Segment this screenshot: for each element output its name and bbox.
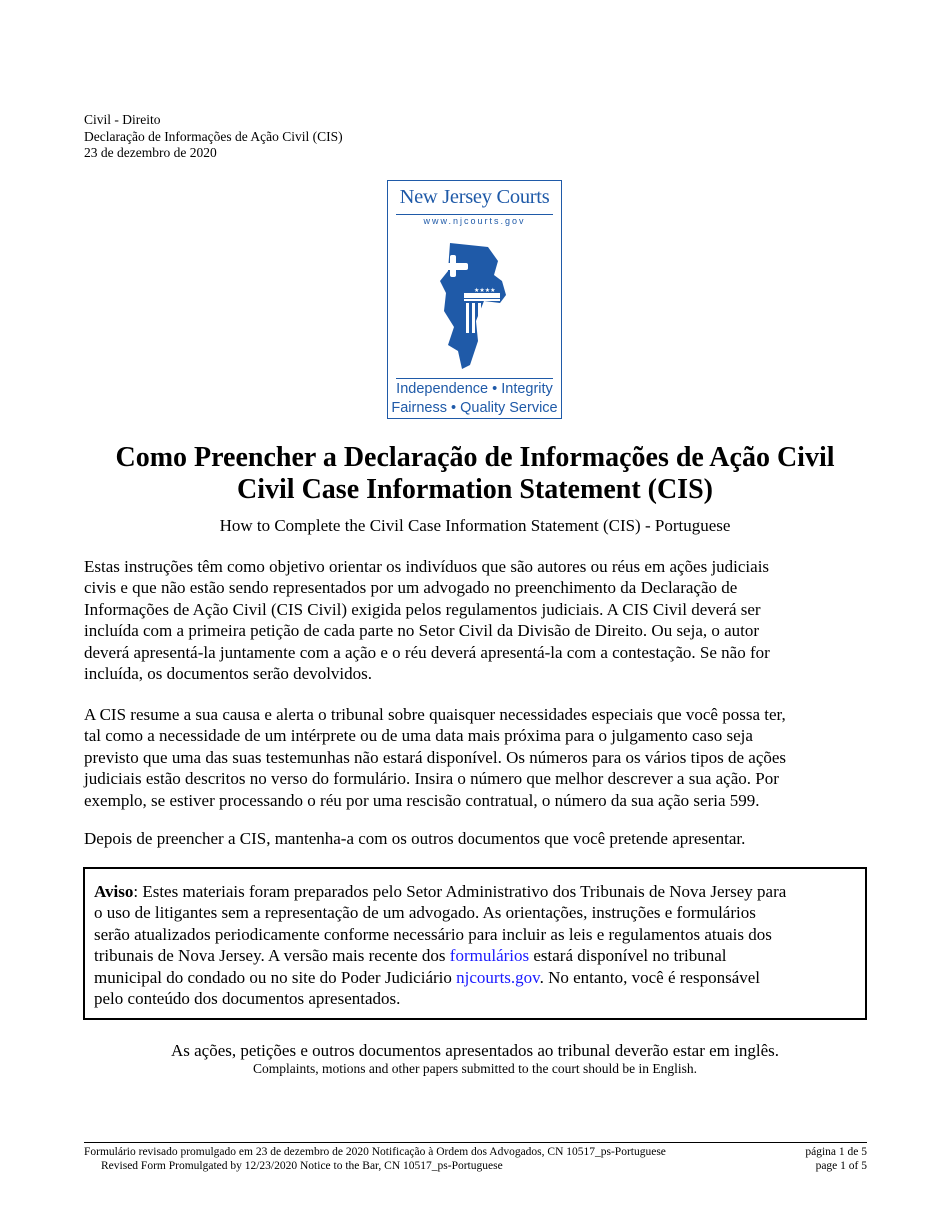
paragraph-line: civis e que não estão sendo representados por um advogado no preenchimento da Declaração de [84, 578, 738, 598]
after-filling-paragraph [84, 828, 874, 849]
paragraph-line: previsto que uma das suas testemunhas não estará disponível. Os números para os vários tipos de ações [84, 747, 787, 767]
paragraph-line: Depois de preencher a CIS, mantenha-a com os outros documentos que você pretende apresentar. [84, 829, 746, 848]
logo-rule-lower [396, 378, 553, 379]
courthouse-gavel-icon [436, 241, 516, 371]
svg-text:★★★★: ★★★★ [474, 287, 496, 294]
footer-revision-pt: Formulário revisado promulgado em 23 de dezembro de 2020 Notificação à Ordem dos Advogados, CN 10517_ps-Portuguese [84, 1146, 666, 1158]
notice-text: tribunais de Nova Jersey. A versão mais recente dos [94, 946, 450, 966]
notice-text: municipal do condado ou no site do Poder Judiciário [94, 967, 457, 987]
paragraph-line: Informações de Ação Civil (CIS Civil) exigida pelos regulamentos judiciais. A CIS Civil deverá ser [84, 599, 761, 619]
paragraph-line: A CIS resume a sua causa e alerta o tribunal sobre quaisquer necessidades especiais que você possa ter, [84, 705, 786, 724]
notice-text: estará disponível no tribunal [529, 946, 727, 966]
logo-motto-line2: Fairness • Quality Service [391, 400, 558, 416]
page-subtitle: How to Complete the Civil Case Information Statement (CIS) - Portuguese [219, 516, 731, 535]
notice-label: Aviso [94, 882, 134, 901]
footer-divider [84, 1142, 867, 1143]
notice-text: . No entanto, você é responsável [539, 967, 761, 987]
logo-rule [396, 214, 553, 215]
footer-revision-en: Revised Form Promulgated by 12/23/2020 Notice to the Bar, CN 10517_ps-Portuguese [101, 1160, 503, 1172]
forms-link[interactable]: formulários [449, 946, 530, 966]
document-header [84, 112, 343, 162]
njcourts-link[interactable]: njcourts.gov [456, 967, 540, 987]
footer-page-number-pt: página 1 de 5 [805, 1146, 867, 1158]
paragraph-line: incluída, os documentos serão devolvidos. [84, 664, 373, 684]
logo-name: New Jersey Courts [399, 186, 550, 208]
paragraph-line: exemplo, se estiver processando o réu por uma rescisão contratual, o número da sua ação seria 599. [84, 790, 760, 810]
cis-summary-paragraph [84, 704, 874, 811]
page-title-english: Civil Case Information Statement (CIS) [237, 474, 713, 505]
notice-text: serão atualizados periodicamente conforme necessário para incluir as leis e regulamentos atuais dos [94, 924, 772, 944]
paragraph-line: incluída com a primeira petição de cada parte no Setor Civil da Divisão de Direito. Ou seja, o autor [84, 621, 760, 641]
english-requirement-en: Complaints, motions and other papers submitted to the court should be in English. [253, 1061, 697, 1076]
logo-url: www.njcourts.gov [423, 216, 526, 226]
header-form-name: Declaração de Informações de Ação Civil (CIS) [84, 128, 343, 144]
notice-box [83, 867, 867, 1020]
paragraph-line: tal como a necessidade de um intérprete ou de uma data mais próxima para o julgamento caso seja [84, 726, 753, 746]
logo-motto-line1: Independence • Integrity [396, 381, 553, 397]
header-date: 23 de dezembro de 2020 [84, 145, 217, 160]
page-title: Como Preencher a Declaração de Informações de Ação Civil [115, 442, 835, 473]
paragraph-line: judiciais estão descritos no verso do formulário. Insira o número que melhor descrever a sua ação. Por [84, 769, 779, 789]
notice-text: : Estes materiais foram preparados pelo Setor Administrativo dos Tribunais de Nova Jersey para [133, 882, 787, 901]
nj-courts-logo [387, 180, 562, 419]
notice-text: pelo conteúdo dos documentos apresentados. [94, 989, 401, 1009]
intro-paragraph [84, 556, 874, 684]
english-requirement-pt: As ações, petições e outros documentos apresentados ao tribunal deverão estar em inglês. [170, 1041, 780, 1060]
header-category: Civil - Direito [84, 112, 161, 127]
footer-page-number-en: page 1 of 5 [815, 1160, 867, 1172]
paragraph-line: deverá apresentá-la juntamente com a ação e o réu deverá apresentá-la com a contestação. Se não for [84, 642, 770, 662]
paragraph-line: Estas instruções têm como objetivo orientar os indivíduos que são autores ou réus em ações judiciais [84, 557, 770, 576]
notice-text: o uso de litigantes sem a representação de um advogado. As orientações, instruções e formulários [94, 903, 756, 923]
